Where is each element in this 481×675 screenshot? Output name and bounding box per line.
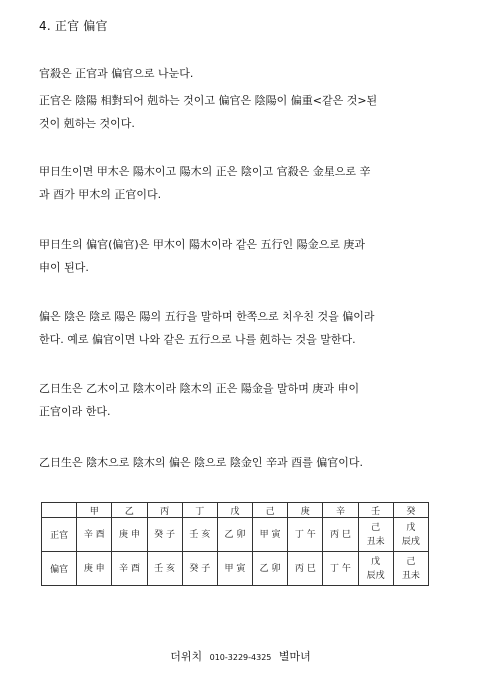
cell-text: 甲 寅 [259, 529, 281, 540]
cell-text: 庚 申 [118, 529, 140, 540]
ganji-table [41, 502, 429, 586]
paragraph [39, 62, 439, 85]
table-cell [77, 518, 112, 552]
table-cell [77, 552, 112, 586]
cell-text: 丙 巳 [330, 529, 351, 540]
cell-text: 癸 子 [154, 529, 176, 540]
table-cell [182, 518, 217, 552]
cell-text: 丁 午 [294, 529, 316, 540]
paragraph-line: 甲日生이면 甲木은 陽木이고 陽木의 正은 陰이고 官殺은 金星으로 辛 [39, 165, 371, 178]
paragraph [39, 160, 439, 206]
row-label: 偏官 [42, 552, 77, 586]
table-row [42, 552, 429, 586]
table-header-cell: 壬 [358, 503, 393, 518]
table-row [42, 518, 429, 552]
paragraph [39, 305, 439, 351]
footer-name: 더위치 [170, 650, 203, 663]
paragraph-line: 과 酉가 甲木의 正官이다. [39, 188, 162, 201]
table-cell [323, 552, 358, 586]
row-label: 正官 [42, 518, 77, 552]
table-cell [112, 518, 147, 552]
cell-text: 辰戌 [401, 536, 420, 547]
paragraph [39, 451, 439, 474]
table-cell [217, 552, 252, 586]
table-cell [112, 552, 147, 586]
cell-text: 丁 午 [330, 563, 351, 574]
table-cell [253, 518, 288, 552]
table-cell [358, 518, 393, 552]
cell-text: 辛 酉 [83, 529, 105, 540]
paragraph-line: 正官이라 한다. [39, 405, 111, 418]
footer [0, 648, 481, 664]
table-cell [393, 552, 428, 586]
cell-text: 壬 亥 [189, 529, 211, 540]
table-cell [358, 552, 393, 586]
table-cell [323, 518, 358, 552]
cell-text: 乙 卯 [259, 563, 281, 574]
cell-text: 庚 申 [83, 563, 105, 574]
table-cell [182, 552, 217, 586]
paragraph [39, 233, 439, 279]
paragraph-line: 甲日生의 偏官(偏官)은 甲木이 陽木이라 같은 五行인 陽金으로 庚과 [39, 238, 365, 251]
table-header-cell: 甲 [77, 503, 112, 518]
cell-text: 癸 子 [189, 563, 211, 574]
table-cell [393, 518, 428, 552]
cell-text: 辛 酉 [118, 563, 140, 574]
section-heading: 4. 正官 偏官 [39, 19, 108, 33]
cell-text: 戊 [406, 522, 416, 533]
cell-text: 己 [406, 556, 416, 567]
table-cell [217, 518, 252, 552]
paragraph [39, 377, 439, 423]
paragraph-line: 것이 剋하는 것이다. [39, 117, 135, 130]
paragraph-line: 正官은 陰陽 相對되어 剋하는 것이고 偏官은 陰陽이 偏重<같은 것>된 [39, 94, 378, 107]
table-header-cell: 丁 [182, 503, 217, 518]
table-header-cell: 丙 [147, 503, 182, 518]
paragraph-line: 官殺은 正官과 偏官으로 나눈다. [39, 67, 194, 80]
table-cell [288, 518, 323, 552]
cell-text: 辰戌 [366, 570, 385, 581]
paragraph-line: 偏은 陰은 陰로 陽은 陽의 五行을 말하며 한쪽으로 치우친 것을 偏이라 [39, 310, 375, 323]
paragraph-line: 한다. 예로 偏官이면 나와 같은 五行으로 나를 剋하는 것을 말한다. [39, 333, 356, 346]
cell-text: 己 [371, 522, 381, 533]
table-cell [288, 552, 323, 586]
table-header-cell: 己 [253, 503, 288, 518]
table-header-cell: 辛 [323, 503, 358, 518]
paragraph-line: 乙日生은 陰木으로 陰木의 偏은 陰으로 陰金인 辛과 酉를 偏官이다. [39, 456, 363, 469]
table-header-cell: 庚 [288, 503, 323, 518]
table-header-cell: 癸 [393, 503, 428, 518]
table-header-cell: 乙 [112, 503, 147, 518]
table-header-cell: 戊 [217, 503, 252, 518]
cell-text: 壬 亥 [154, 563, 176, 574]
paragraph-line: 乙日生은 乙木이고 陰木이라 陰木의 正은 陽金을 말하며 庚과 申이 [39, 382, 360, 395]
cell-text: 丑未 [401, 570, 420, 581]
cell-text: 丑未 [366, 536, 385, 547]
footer-phone: 010-3229-4325 [209, 653, 272, 662]
table-header-cell [42, 503, 77, 518]
cell-text: 甲 寅 [224, 563, 246, 574]
cell-text: 丙 巳 [294, 563, 316, 574]
table-cell [147, 518, 182, 552]
paragraph [39, 89, 439, 135]
footer-brand: 별마녀 [278, 650, 311, 663]
cell-text: 乙 卯 [224, 529, 246, 540]
paragraph-line: 申이 된다. [39, 261, 89, 274]
table-cell [147, 552, 182, 586]
cell-text: 戊 [371, 556, 381, 567]
table-header-row [42, 503, 429, 518]
table-cell [253, 552, 288, 586]
